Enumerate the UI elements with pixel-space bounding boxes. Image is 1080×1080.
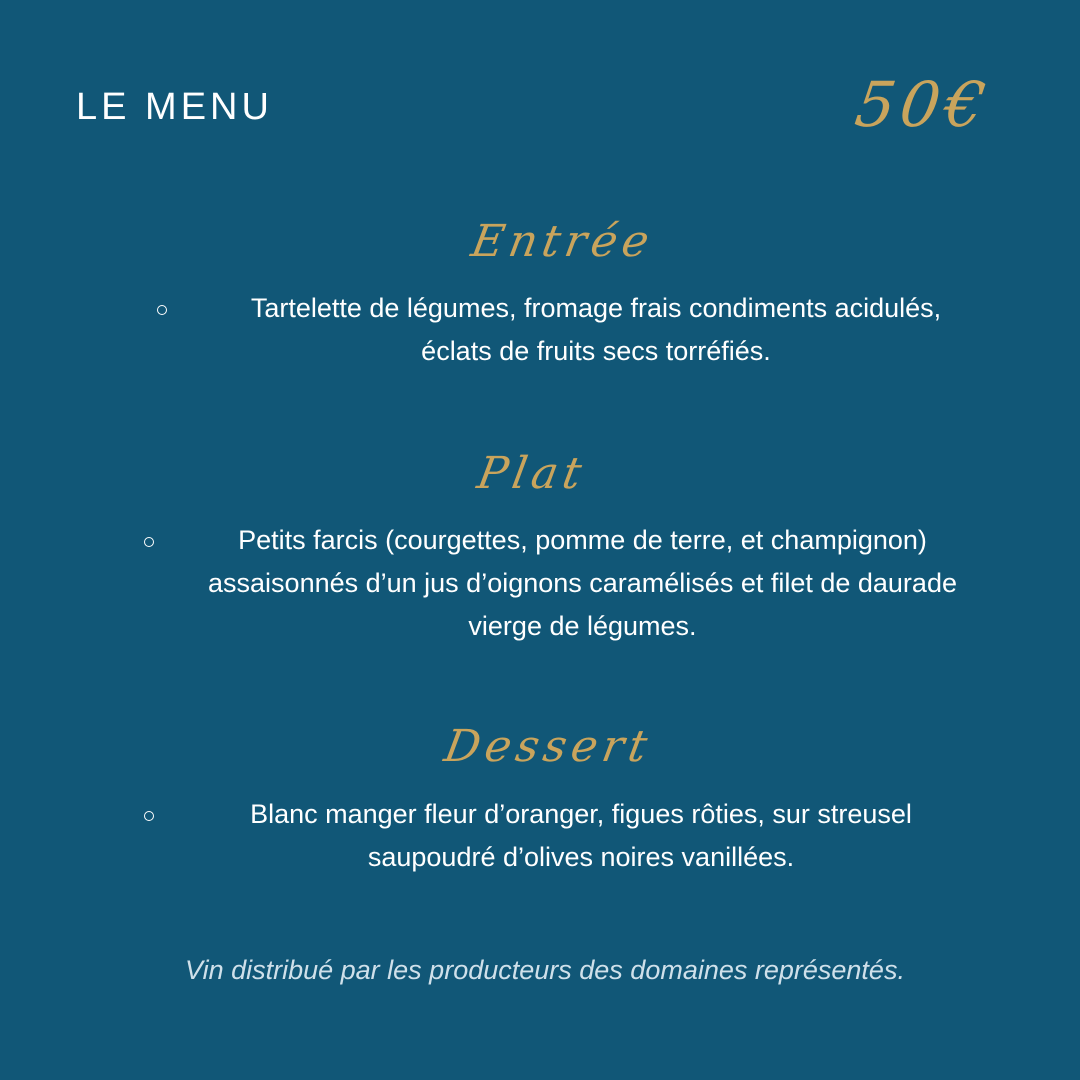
bullet-icon (144, 537, 154, 547)
menu-item-plat: Petits farcis (courgettes, pomme de terre, et champignon) assaisonnés d’un jus d’oignons caramélisés et filet de daurade vierge de légumes. (208, 525, 957, 641)
section-title-plat: Plat (473, 448, 591, 499)
price-label: 50€ (850, 68, 995, 141)
footer-note: Vin distribué par les producteurs des domaines représentés. (185, 955, 905, 985)
page-title: LE MENU (76, 86, 273, 128)
bullet-icon (144, 811, 154, 821)
menu-item-dessert: Blanc manger fleur d’oranger, figues rôties, sur streusel saupoudré d’olives noires vanillées. (250, 799, 912, 872)
bullet-icon (157, 305, 167, 315)
section-title-dessert: Dessert (440, 721, 656, 772)
section-title-entree: Entrée (467, 216, 658, 267)
menu-item-entree: Tartelette de légumes, fromage frais condiments acidulés, éclats de fruits secs torréfiés. (250, 293, 942, 366)
